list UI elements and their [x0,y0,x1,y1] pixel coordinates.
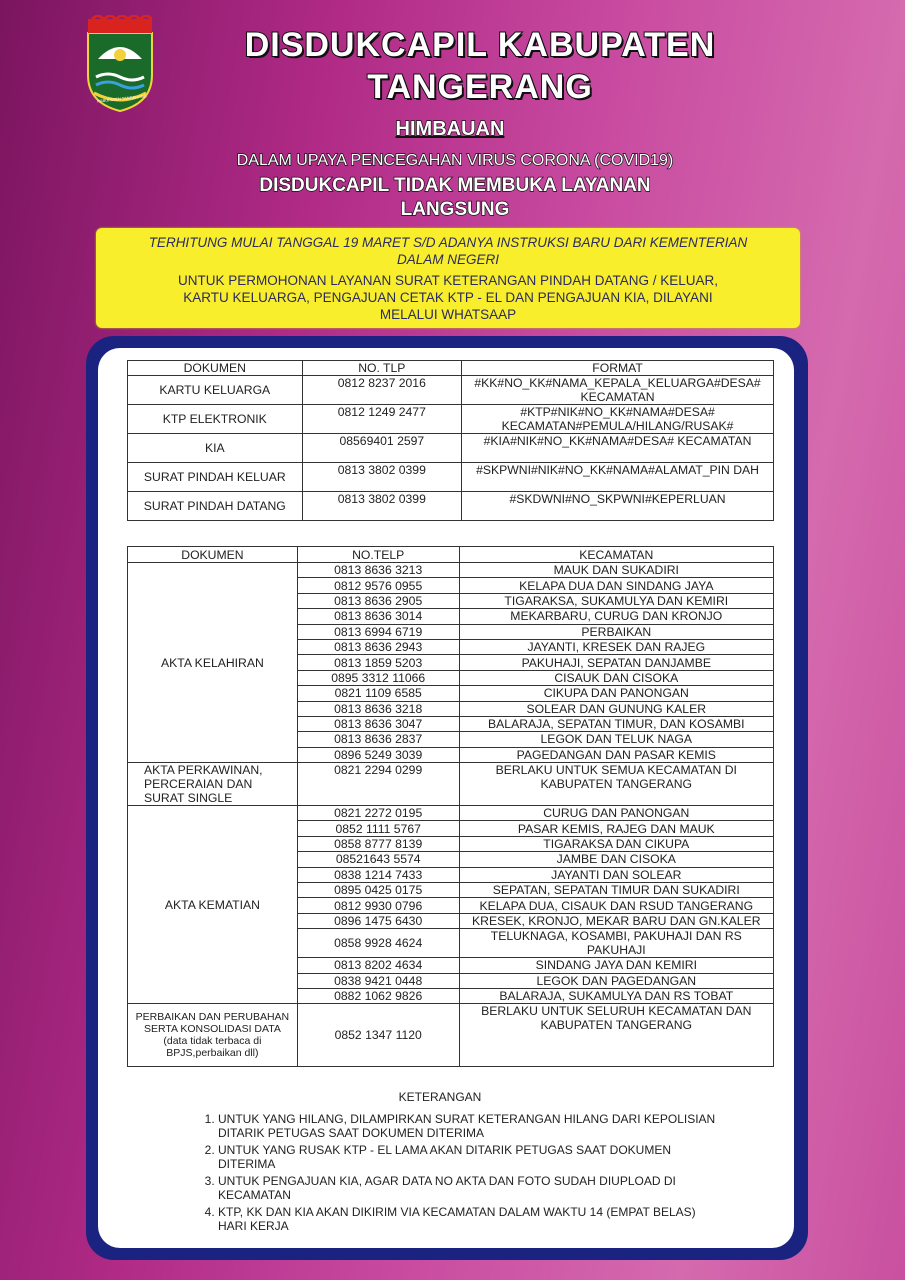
row-phone: 0895 3312 11066 [297,670,459,685]
row-phone: 0813 3802 0399 [302,463,462,492]
notice-line2: DALAM NEGERI [396,252,500,267]
row-kecamatan: JAMBE DAN CISOKA [459,852,773,867]
row-phone: 0895 0425 0175 [297,883,459,898]
row-phone: 0813 8202 4634 [297,958,459,973]
header-dokumen: DOKUMEN [128,547,298,563]
row-phone: 0896 5249 3039 [297,747,459,762]
row-phone: 0852 1111 5767 [297,821,459,836]
table-row [128,405,774,434]
row-phone: 0812 1249 2477 [302,405,462,434]
keterangan-item: 2. UNTUK YANG RUSAK KTP - EL LAMA AKAN DITARIK PETUGAS SAAT DOKUMEN DITERIMA [218,1143,718,1171]
row-kecamatan: SEPATAN, SEPATAN TIMUR DAN SUKADIRI [459,883,773,898]
table-header-row [128,547,774,563]
row-kecamatan: CURUG DAN PANONGAN [459,806,773,821]
row-format: #KK#NO_KK#NAMA_KEPALA_KELUARGA#DESA# KECAMATAN [462,376,774,405]
row-phone: 0813 6994 6719 [297,624,459,639]
header-no-telp: NO.TELP [297,547,459,563]
row-kecamatan: JAYANTI, KRESEK DAN RAJEG [459,639,773,654]
row-phone: 0813 8636 2943 [297,639,459,654]
row-phone: 0812 9930 0796 [297,898,459,913]
table-row [128,434,774,463]
header-dokumen: DOKUMEN [128,361,303,376]
keterangan-list [196,1112,718,1236]
row-dokumen: SURAT PINDAH DATANG [128,492,303,521]
row-format: #KIA#NIK#NO_KK#NAMA#DESA# KECAMATAN [462,434,774,463]
row-kecamatan: SOLEAR DAN GUNUNG KALER [459,701,773,716]
notice-line1: TERHITUNG MULAI TANGGAL 19 MARET S/D ADANYA INSTRUKSI BARU DARI KEMENTERIAN [148,235,748,250]
notice-line4: KARTU KELUARGA, PENGAJUAN CETAK KTP - EL DAN PENGAJUAN KIA, DILAYANI [183,290,713,305]
table-header-row [128,361,774,376]
table-row [128,763,774,806]
row-kecamatan: PERBAIKAN [459,624,773,639]
row-kecamatan: CIKUPA DAN PANONGAN [459,686,773,701]
group-dokumen: AKTA PERKAWINAN, PERCERAIAN DAN SURAT SINGLE [128,763,298,806]
table-row [128,376,774,405]
row-phone: 0813 8636 2905 [297,593,459,608]
row-dokumen: KARTU KELUARGA [128,376,303,405]
row-kecamatan: TIGARAKSA DAN CIKUPA [459,836,773,851]
row-phone: 0838 9421 0448 [297,973,459,988]
row-format: #SKDWNI#NO_SKPWNI#KEPERLUAN [462,492,774,521]
akta-contact-table [127,546,774,1067]
row-kecamatan: SINDANG JAYA DAN KEMIRI [459,958,773,973]
row-phone: 0812 8237 2016 [302,376,462,405]
logo-text: KABUPATEN TANGERANG [97,93,147,104]
group-dokumen: AKTA KELAHIRAN [128,563,298,763]
row-kecamatan: LEGOK DAN PAGEDANGAN [459,973,773,988]
row-kecamatan: KELAPA DUA, CISAUK DAN RSUD TANGERANG [459,898,773,913]
row-kecamatan: KRESEK, KRONJO, MEKAR BARU DAN GN.KALER [459,913,773,928]
row-phone: 0813 8636 3218 [297,701,459,716]
row-phone: 0852 1347 1120 [297,1004,459,1067]
keterangan-item: 3. UNTUK PENGAJUAN KIA, AGAR DATA NO AKTA DAN FOTO SUDAH DIUPLOAD DI KECAMATAN [218,1174,718,1202]
row-dokumen: KTP ELEKTRONIK [128,405,303,434]
whatsapp-service-table [127,360,774,521]
himbauan-heading: HIMBAUAN [395,118,505,140]
row-kecamatan: MAUK DAN SUKADIRI [459,563,773,578]
group-dokumen: PERBAIKAN DAN PERUBAHAN SERTA KONSOLIDASI DATA (data tidak terbaca di BPJS,perbaikan dll) [128,1004,298,1067]
keterangan-item: 4. KTP, KK DAN KIA AKAN DIKIRIM VIA KECAMATAN DALAM WAKTU 14 (EMPAT BELAS) HARI KERJA [218,1205,718,1233]
row-kecamatan: BALARAJA, SUKAMULYA DAN RS TOBAT [459,988,773,1003]
table-row [128,463,774,492]
row-phone: 0858 9928 4624 [297,929,459,958]
keterangan-title: KETERANGAN [398,1090,482,1104]
group-dokumen: AKTA KEMATIAN [128,806,298,1004]
table-row [128,492,774,521]
row-phone: 0838 1214 7433 [297,867,459,882]
subtitle-covid: DALAM UPAYA PENCEGAHAN VIRUS CORONA (COVID19) [236,152,674,169]
row-phone: 0821 2272 0195 [297,806,459,821]
row-kecamatan: BERLAKU UNTUK SELURUH KECAMATAN DAN KABUPATEN TANGERANG [459,1004,773,1067]
row-phone: 0813 3802 0399 [302,492,462,521]
row-kecamatan: JAYANTI DAN SOLEAR [459,867,773,882]
row-dokumen: KIA [128,434,303,463]
table-row [128,563,774,578]
row-phone: 08569401 2597 [302,434,462,463]
notice-line5: MELALUI WHATSAAP [379,307,517,322]
row-phone: 0821 1109 6585 [297,686,459,701]
header-no-tlp: NO. TLP [302,361,462,376]
row-phone: 0858 8777 8139 [297,836,459,851]
table-row [128,806,774,821]
row-kecamatan: CISAUK DAN CISOKA [459,670,773,685]
subtitle-langsung: LANGSUNG [400,199,510,220]
row-kecamatan: PAGEDANGAN DAN PASAR KEMIS [459,747,773,762]
row-phone: 0813 1859 5203 [297,655,459,670]
row-phone: 0813 8636 3213 [297,563,459,578]
row-phone: 0813 8636 3014 [297,609,459,624]
row-format: #SKPWNI#NIK#NO_KK#NAMA#ALAMAT_PIN DAH [462,463,774,492]
row-kecamatan: KELAPA DUA DAN SINDANG JAYA [459,578,773,593]
row-kecamatan: TELUKNAGA, KOSAMBI, PAKUHAJI DAN RS PAKUHAJI [459,929,773,958]
row-phone: 0896 1475 6430 [297,913,459,928]
row-kecamatan: MEKARBARU, CURUG DAN KRONJO [459,609,773,624]
row-kecamatan: TIGARAKSA, SUKAMULYA DAN KEMIRI [459,593,773,608]
row-phone: 0813 8636 2837 [297,732,459,747]
notice-box [96,228,800,328]
row-phone: 0882 1062 9826 [297,988,459,1003]
row-phone: 08521643 5574 [297,852,459,867]
keterangan-item: 1. UNTUK YANG HILANG, DILAMPIRKAN SURAT KETERANGAN HILANG DARI KEPOLISIAN DITARIK PETUGAS SAAT DOKUMEN DITERIMA [218,1112,718,1140]
row-kecamatan: BERLAKU UNTUK SEMUA KECAMATAN DI KABUPATEN TANGERANG [459,763,773,806]
title-line2: TANGERANG [367,68,593,106]
row-phone: 0812 9576 0955 [297,578,459,593]
header-format: FORMAT [462,361,774,376]
row-phone: 0821 2294 0299 [297,763,459,806]
row-phone: 0813 8636 3047 [297,716,459,731]
row-kecamatan: PAKUHAJI, SEPATAN DANJAMBE [459,655,773,670]
row-format: #KTP#NIK#NO_KK#NAMA#DESA# KECAMATAN#PEMULA/HILANG/RUSAK# [462,405,774,434]
header-kecamatan: KECAMATAN [459,547,773,563]
notice-line3: UNTUK PERMOHONAN LAYANAN SURAT KETERANGAN PINDAH DATANG / KELUAR, [177,273,719,288]
row-dokumen: SURAT PINDAH KELUAR [128,463,303,492]
row-kecamatan: PASAR KEMIS, RAJEG DAN MAUK [459,821,773,836]
table-row [128,1004,774,1067]
title-line1: DISDUKCAPIL KABUPATEN [244,26,716,64]
row-kecamatan: LEGOK DAN TELUK NAGA [459,732,773,747]
row-kecamatan: BALARAJA, SEPATAN TIMUR, DAN KOSAMBI [459,716,773,731]
subtitle-no-service: DISDUKCAPIL TIDAK MEMBUKA LAYANAN [259,175,651,196]
